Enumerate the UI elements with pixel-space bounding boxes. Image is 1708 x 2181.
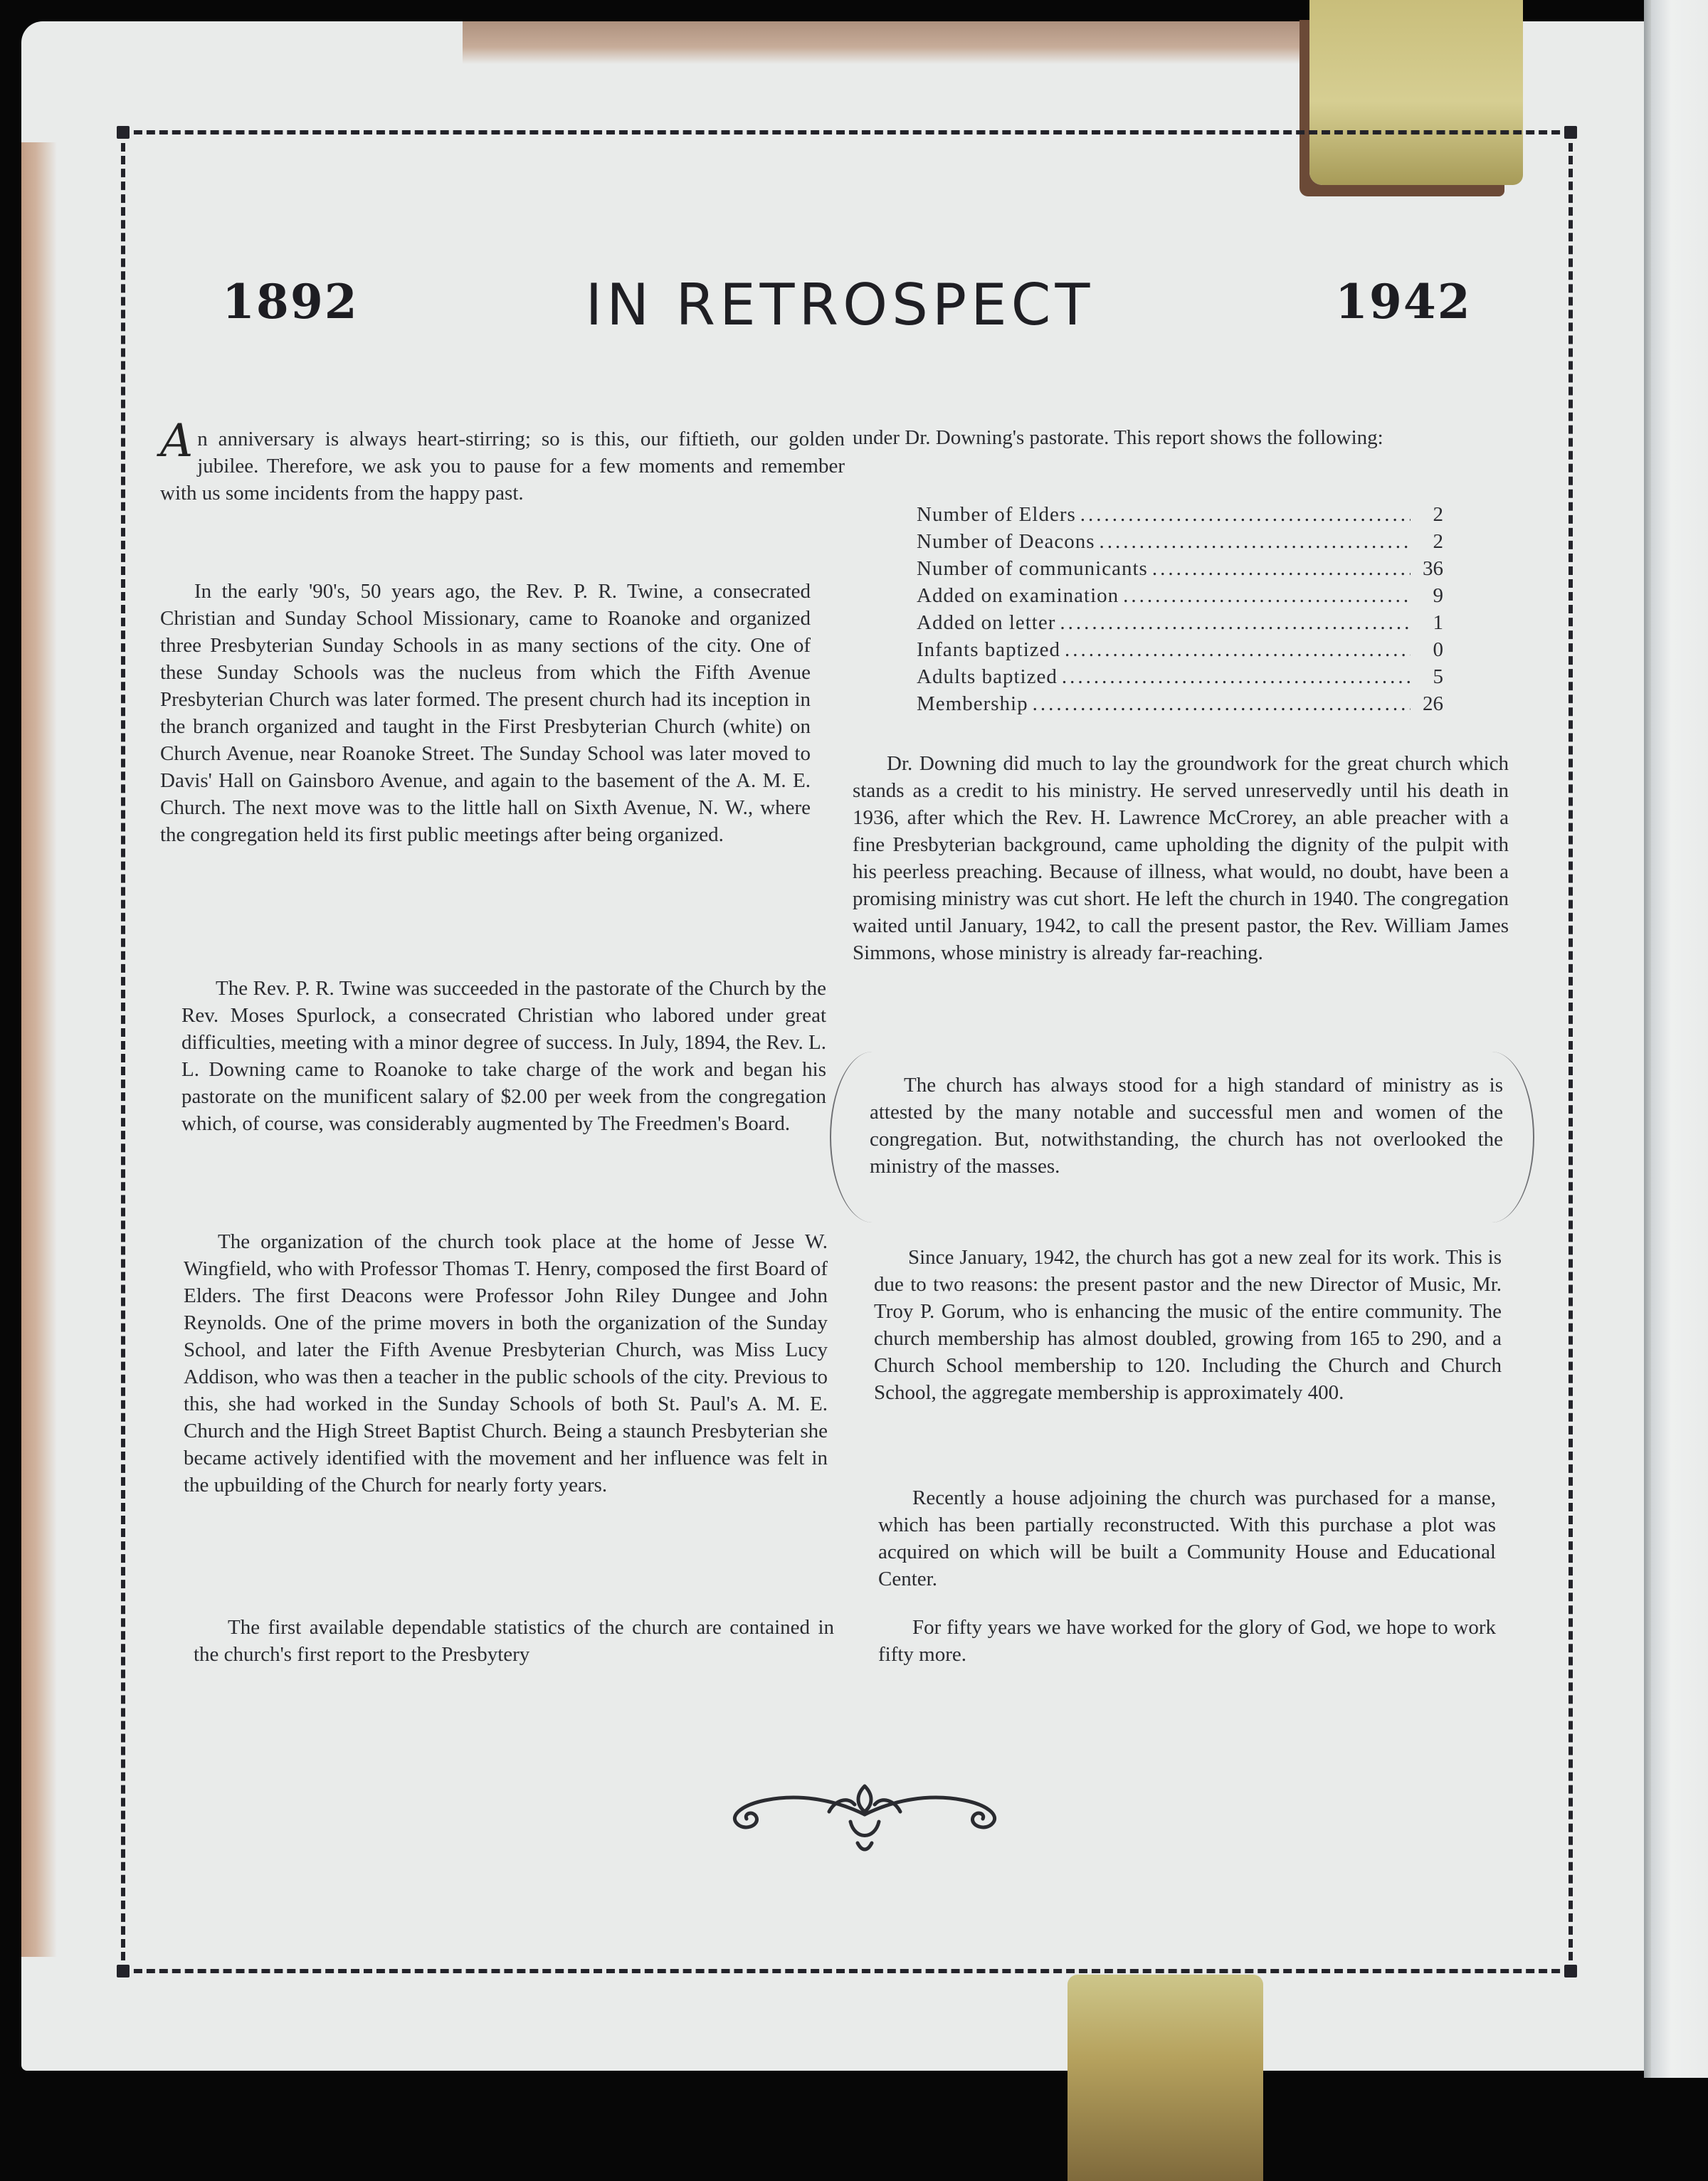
stat-label: Infants baptized (917, 638, 1061, 661)
stat-label: Added on examination (917, 584, 1119, 607)
stat-label: Number of communicants (917, 557, 1148, 580)
left-column-p3 (181, 975, 826, 1137)
stat-row (917, 501, 1443, 528)
stat-value: 2 (1433, 530, 1443, 553)
stat-value: 1 (1433, 611, 1443, 634)
dot-leader (1033, 690, 1411, 717)
dot-leader (1065, 636, 1411, 663)
stat-value: 36 (1423, 557, 1443, 580)
dot-leader (1100, 528, 1411, 555)
stat-row (917, 555, 1443, 582)
year-end: 1942 (1335, 274, 1472, 329)
stat-row (917, 528, 1443, 555)
dot-leader (1123, 582, 1411, 609)
paragraph-succession: The Rev. P. R. Twine was succeeded in the pastorate of the Church by the Rev. Moses Spurlock, a consecrated Christian who labored under great difficulties, meeting with a minor degree of success. In July, 1894, the Rev. L. L. Downing came to Roanoke to take charge of the work and began his pastorate on the munificent salary of $2.00 per week from the congregation which, of course, was considerably augmented by The Freedmen's Board. (181, 977, 826, 1135)
left-column-p4 (184, 1228, 828, 1499)
paragraph-closing: For fifty years we have worked for the glory of God, we hope to work fifty more. (878, 1616, 1496, 1666)
left-column-p1 (160, 415, 845, 507)
floral-scroll-ornament-icon (715, 1772, 1014, 1857)
page-title: IN RETROSPECT (585, 272, 1095, 338)
stat-value: 2 (1433, 503, 1443, 526)
stat-label: Membership (917, 692, 1028, 715)
year-start: 1892 (222, 274, 359, 329)
stat-row (917, 690, 1443, 717)
stat-row (917, 609, 1443, 636)
left-column-p5 (194, 1614, 834, 1668)
brass-clip-bottom (1068, 1975, 1263, 2181)
paragraph-manse: Recently a house adjoining the church was purchased for a manse, which has been partially reconstructed. With this purchase a plot was acquired on which will be built a Community House and Educational Center. (878, 1486, 1496, 1590)
dot-leader (1080, 501, 1411, 528)
stat-label: Adults baptized (917, 665, 1058, 688)
paragraph-organization: The organization of the church took place at the home of Jesse W. Wingfield, who with Professor Thomas T. Henry, composed the first Board of Elders. The first Deacons were Professor John Riley Dungee and John Reynolds. One of the prime movers in both the organization of the Sunday School, and later the Fifth Avenue Presbyterian Church, was Miss Lucy Addison, who was then a teacher in the public schools of the city. Previous to this, she had worked in the Sunday Schools of both St. Paul's A. M. E. Church and the High Street Baptist Church. Being a staunch Presbyterian she became actively identified with the movement and her influence was felt in the upbuilding of the Church for nearly forty years. (184, 1230, 828, 1496)
dot-leader (1062, 663, 1411, 690)
paragraph-report-intro: under Dr. Downing's pastorate. This report shows the following: (853, 426, 1383, 449)
dot-leader (1060, 609, 1411, 636)
stat-value: 5 (1433, 665, 1443, 688)
right-column-p4 (874, 1244, 1502, 1406)
right-column-intro (853, 424, 1512, 451)
right-column-p2 (853, 750, 1509, 966)
paragraph-new-zeal: Since January, 1942, the church has got a new zeal for its work. This is due to two reasons: the present pastor and the new Director of Music, Mr. Troy P. Gorum, who is enhancing the music of the entire community. The church membership has almost doubled, growing from 165 to 290, and a Church School membership to 120. Including the Church and Church School, the aggregate membership is approximately 400. (874, 1246, 1502, 1404)
stat-row (917, 582, 1443, 609)
right-column-p5 (878, 1484, 1496, 1593)
dot-leader (1152, 555, 1411, 582)
stat-label: Number of Elders (917, 503, 1076, 526)
stat-row (917, 636, 1443, 663)
frame-corner-top-right (1564, 126, 1577, 139)
left-column-p2 (160, 578, 811, 848)
facing-page-edge (1651, 0, 1708, 2078)
stat-label: Number of Deacons (917, 530, 1095, 553)
frame-corner-bottom-left (117, 1965, 130, 1977)
paragraph-standard: The church has always stood for a high standard of ministry as is attested by the many notable and successful men and women of the congregation. But, notwithstanding, the church has not overlooked the ministry of the masses. (870, 1074, 1503, 1178)
stat-value: 0 (1433, 638, 1443, 661)
paragraph-downing: Dr. Downing did much to lay the groundwork for the great church which stands as a credit to his ministry. He served unreservedly until his death in 1936, after which the Rev. H. Lawrence McCrorey, an able preacher with a fine Presbyterian background, came upholding the dignity of the pulpit with his peerless preaching. Because of illness, what would, no doubt, have been a promising ministry was cut short. He left the church in 1940. The congregation waited until January, 1942, to call the present pastor, the Rev. William James Simmons, whose ministry is already far-reaching. (853, 752, 1509, 964)
right-column-p3 (870, 1072, 1503, 1180)
paper-stain-left (21, 142, 57, 1957)
stat-row (917, 663, 1443, 690)
stat-value: 9 (1433, 584, 1443, 607)
stat-label: Added on letter (917, 611, 1056, 634)
paragraph-intro: n anniversary is always heart-stirring; so is this, our fiftieth, our golden jubilee. Therefore, we ask you to pause for a few moments and remember with us some incidents from the happy past. (160, 428, 845, 505)
drop-cap: A (160, 415, 194, 468)
frame-corner-bottom-right (1564, 1965, 1577, 1977)
statistics-table (917, 501, 1443, 717)
stat-value: 26 (1423, 692, 1443, 715)
frame-corner-top-left (117, 126, 130, 139)
right-column-p6 (878, 1614, 1496, 1668)
paragraph-early-90s: In the early '90's, 50 years ago, the Rev. P. R. Twine, a consecrated Christian and Sunday School Missionary, came to Roanoke and organized three Presbyterian Sunday Schools in as many sections of the city. One of these Sunday Schools was the nucleus from which the Fifth Avenue Presbyterian Church was later formed. The present church had its inception in the branch organized and taught in the First Presbyterian Church (white) on Church Avenue, near Roanoke Street. The Sunday School was later moved to Davis' Hall on Gainsboro Avenue, and again to the basement of the A. M. E. Church. The next move was to the little hall on Sixth Avenue, N. W., where the congregation held its first public meetings after being organized. (160, 580, 811, 846)
paragraph-statistics-intro: The first available dependable statistics of the church are contained in the church's first report to the Presbytery (194, 1616, 834, 1666)
paper-stain-top (463, 21, 1359, 64)
